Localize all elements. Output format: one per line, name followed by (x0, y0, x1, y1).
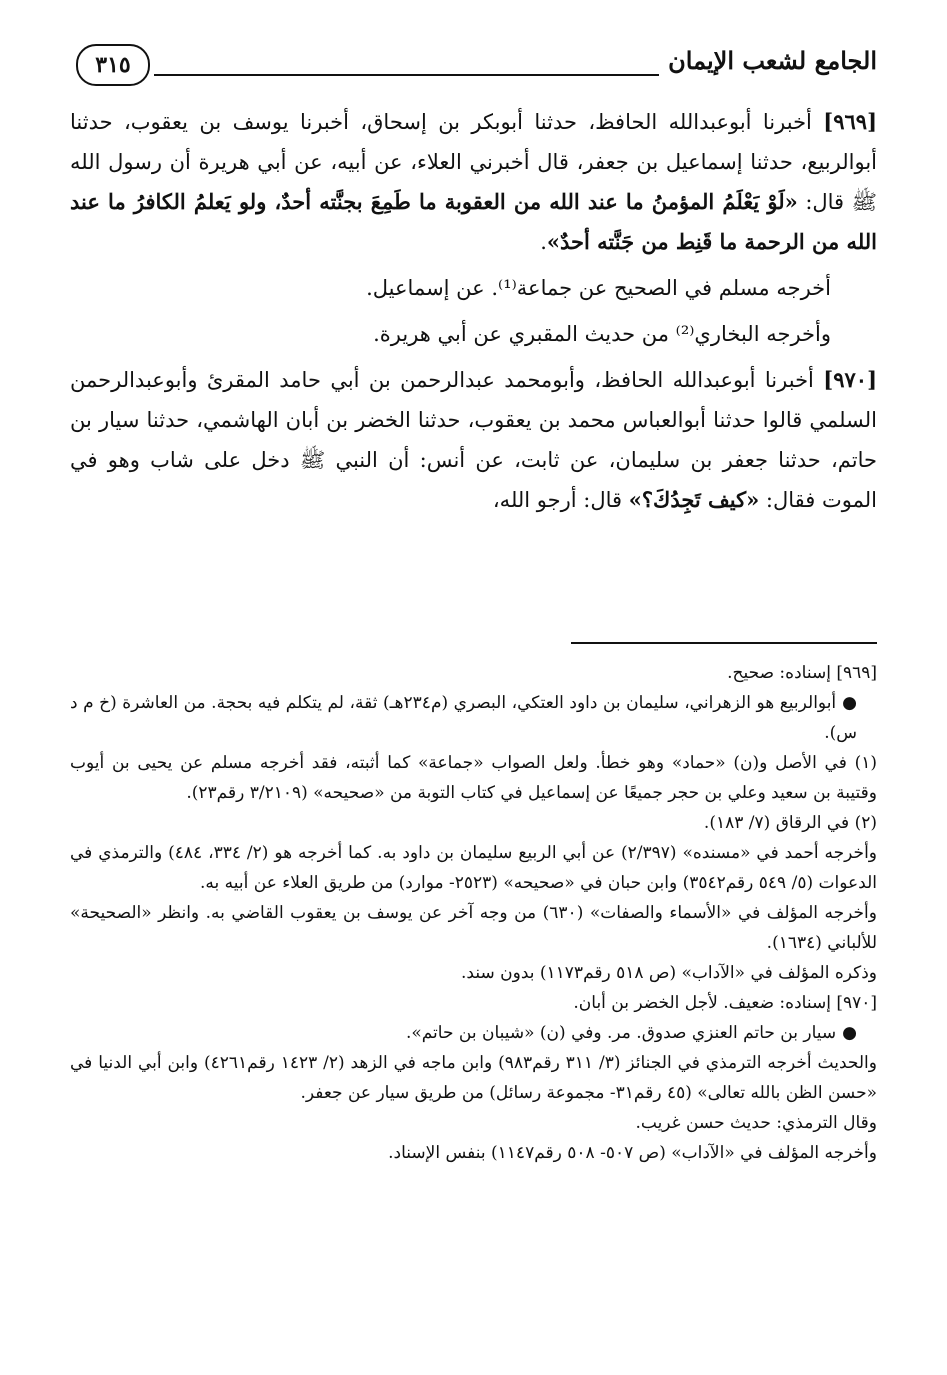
footnote-2-detail-b: وأخرجه المؤلف في «الأسماء والصفات» (٦٣٠) من وجه آخر عن يوسف بن يعقوب القاضي به. وانظر «الصحيحة» للألباني (١٦٣٤). (70, 903, 877, 953)
header-rule (154, 74, 659, 76)
footnote-2-detail-c: وذكره المؤلف في «الآداب» (ص ٥١٨ رقم١١٧٣) بدون سند. (461, 963, 877, 983)
footnote-970-heading: [٩٧٠] إسناده: ضعيف. لأجل الخضر بن أبان. (573, 993, 877, 1013)
footnote-969-narrator (70, 688, 877, 748)
running-header (70, 40, 877, 86)
hadith-970 (70, 360, 877, 520)
page-number: ٣١٥ (76, 44, 150, 86)
main-text (70, 102, 877, 526)
takhrij-line-2: وأخرجه البخاري⁽²⁾ من حديث المقبري عن أبي هريرة. (373, 322, 831, 346)
hadith-matn: «كيف تَجِدُكَ؟» (628, 487, 760, 512)
isnad-text: أخبرنا أبوعبدالله الحافظ، وأبومحمد عبدالرحمن بن أبي حامد المقرئ وأبوعبدالرحمن السلمي قالوا حدثنا أبوالعباس محمد بن يعقوب، حدثنا الخضر بن أبان الهاشمي، حدثنا سيار بن حاتم، حدثنا جعفر بن سليمان، عن ثابت، عن أنس: أن النبي ﷺ دخل على شاب وهو في الموت فقال: (70, 368, 877, 512)
book-title: الجامع لشعب الإيمان (668, 46, 877, 75)
hadith-number: [٩٦٩] (823, 109, 877, 134)
book-page (70, 30, 877, 1345)
footnote-2: (٢) في الرقاق (٧/ ١٨٣). (703, 813, 877, 833)
isnad-text: أخبرنا أبوعبدالله الحافظ، حدثنا أبوبكر بن إسحاق، أخبرنا يوسف بن يعقوب، حدثنا أبوالربيع، حدثنا إسماعيل بن جعفر، قال أخبرني العلاء، عن أبيه، عن أبي هريرة أن رسول الله ﷺ قال: (70, 110, 877, 214)
hadith-continuation: قال: أرجو الله، (492, 488, 629, 512)
hadith-matn: «لَوْ يَعْلَمُ المؤمنُ ما عند الله من العقوبة ما طَمِعَ بجنَّته أحدٌ، ولو يَعلمُ الكافرُ ما عند الله من الرحمة ما قَنِط من جَنَّته أحدٌ» (70, 189, 877, 254)
footnote-separator (571, 642, 877, 644)
footnote-969-heading: [٩٦٩] إسناده: صحيح. (727, 663, 877, 683)
footnote-970-detail-c: وأخرجه المؤلف في «الآداب» (ص ٥٠٧- ٥٠٨ رقم١١٤٧) بنفس الإسناد. (388, 1143, 877, 1163)
footnote-970-detail-b: وقال الترمذي: حديث حسن غريب. (635, 1113, 877, 1133)
bullet-icon: ● (842, 1023, 857, 1043)
hadith-number: [٩٧٠] (823, 367, 877, 392)
bullet-icon: ● (842, 693, 857, 713)
footnote-970-detail-a: والحديث أخرجه الترمذي في الجنائز (٣/ ٣١١ رقم٩٨٣) وابن ماجه في الزهد (٢/ ١٤٢٣ رقم٤٢٦١) وابن أبي الدنيا في «حسن الظن بالله تعالى» (٤٥ رقم٣١- مجموعة رسائل) من طريق سيار عن جعفر. (70, 1053, 877, 1103)
footnote-970-narrator (70, 1018, 877, 1048)
footnote-1: (١) في الأصل و(ن) «حماد» وهو خطأ. ولعل الصواب «جماعة» كما أثبته، فقد أخرجه مسلم عن يحيى بن أيوب وقتيبة بن سعيد وعلي بن حجر جميعًا عن إسماعيل في كتاب التوبة من «صحيحه» (٣/٢١٠٩ رقم٢٣). (70, 753, 877, 803)
hadith-969 (70, 102, 877, 262)
footnote-text: أبوالربيع هو الزهراني، سليمان بن داود العتكي، البصري (م٢٣٤هـ) ثقة، لم يتكلم فيه بحجة. من العاشرة (خ م د س). (70, 693, 857, 743)
footnote-text: سيار بن حاتم العنزي صدوق. مر. وفي (ن) «شيبان بن حاتم». (405, 1023, 837, 1043)
hadith-end: . (540, 230, 547, 254)
takhrij-line-1: أخرجه مسلم في الصحيح عن جماعة⁽¹⁾. عن إسماعيل. (366, 276, 831, 300)
footnote-2-detail-a: وأخرجه أحمد في «مسنده» (٢/٣٩٧) عن أبي الربيع سليمان بن داود به. كما أخرجه هو (٢/ ٣٣٤، ٤٨٤) والترمذي في الدعوات (٥/ ٥٤٩ رقم٣٥٤٢) وابن حبان في «صحيحه» (٢٥٢٣- موارد) من طريق العلاء عن أبيه به. (70, 843, 877, 893)
footnotes (70, 658, 877, 1168)
